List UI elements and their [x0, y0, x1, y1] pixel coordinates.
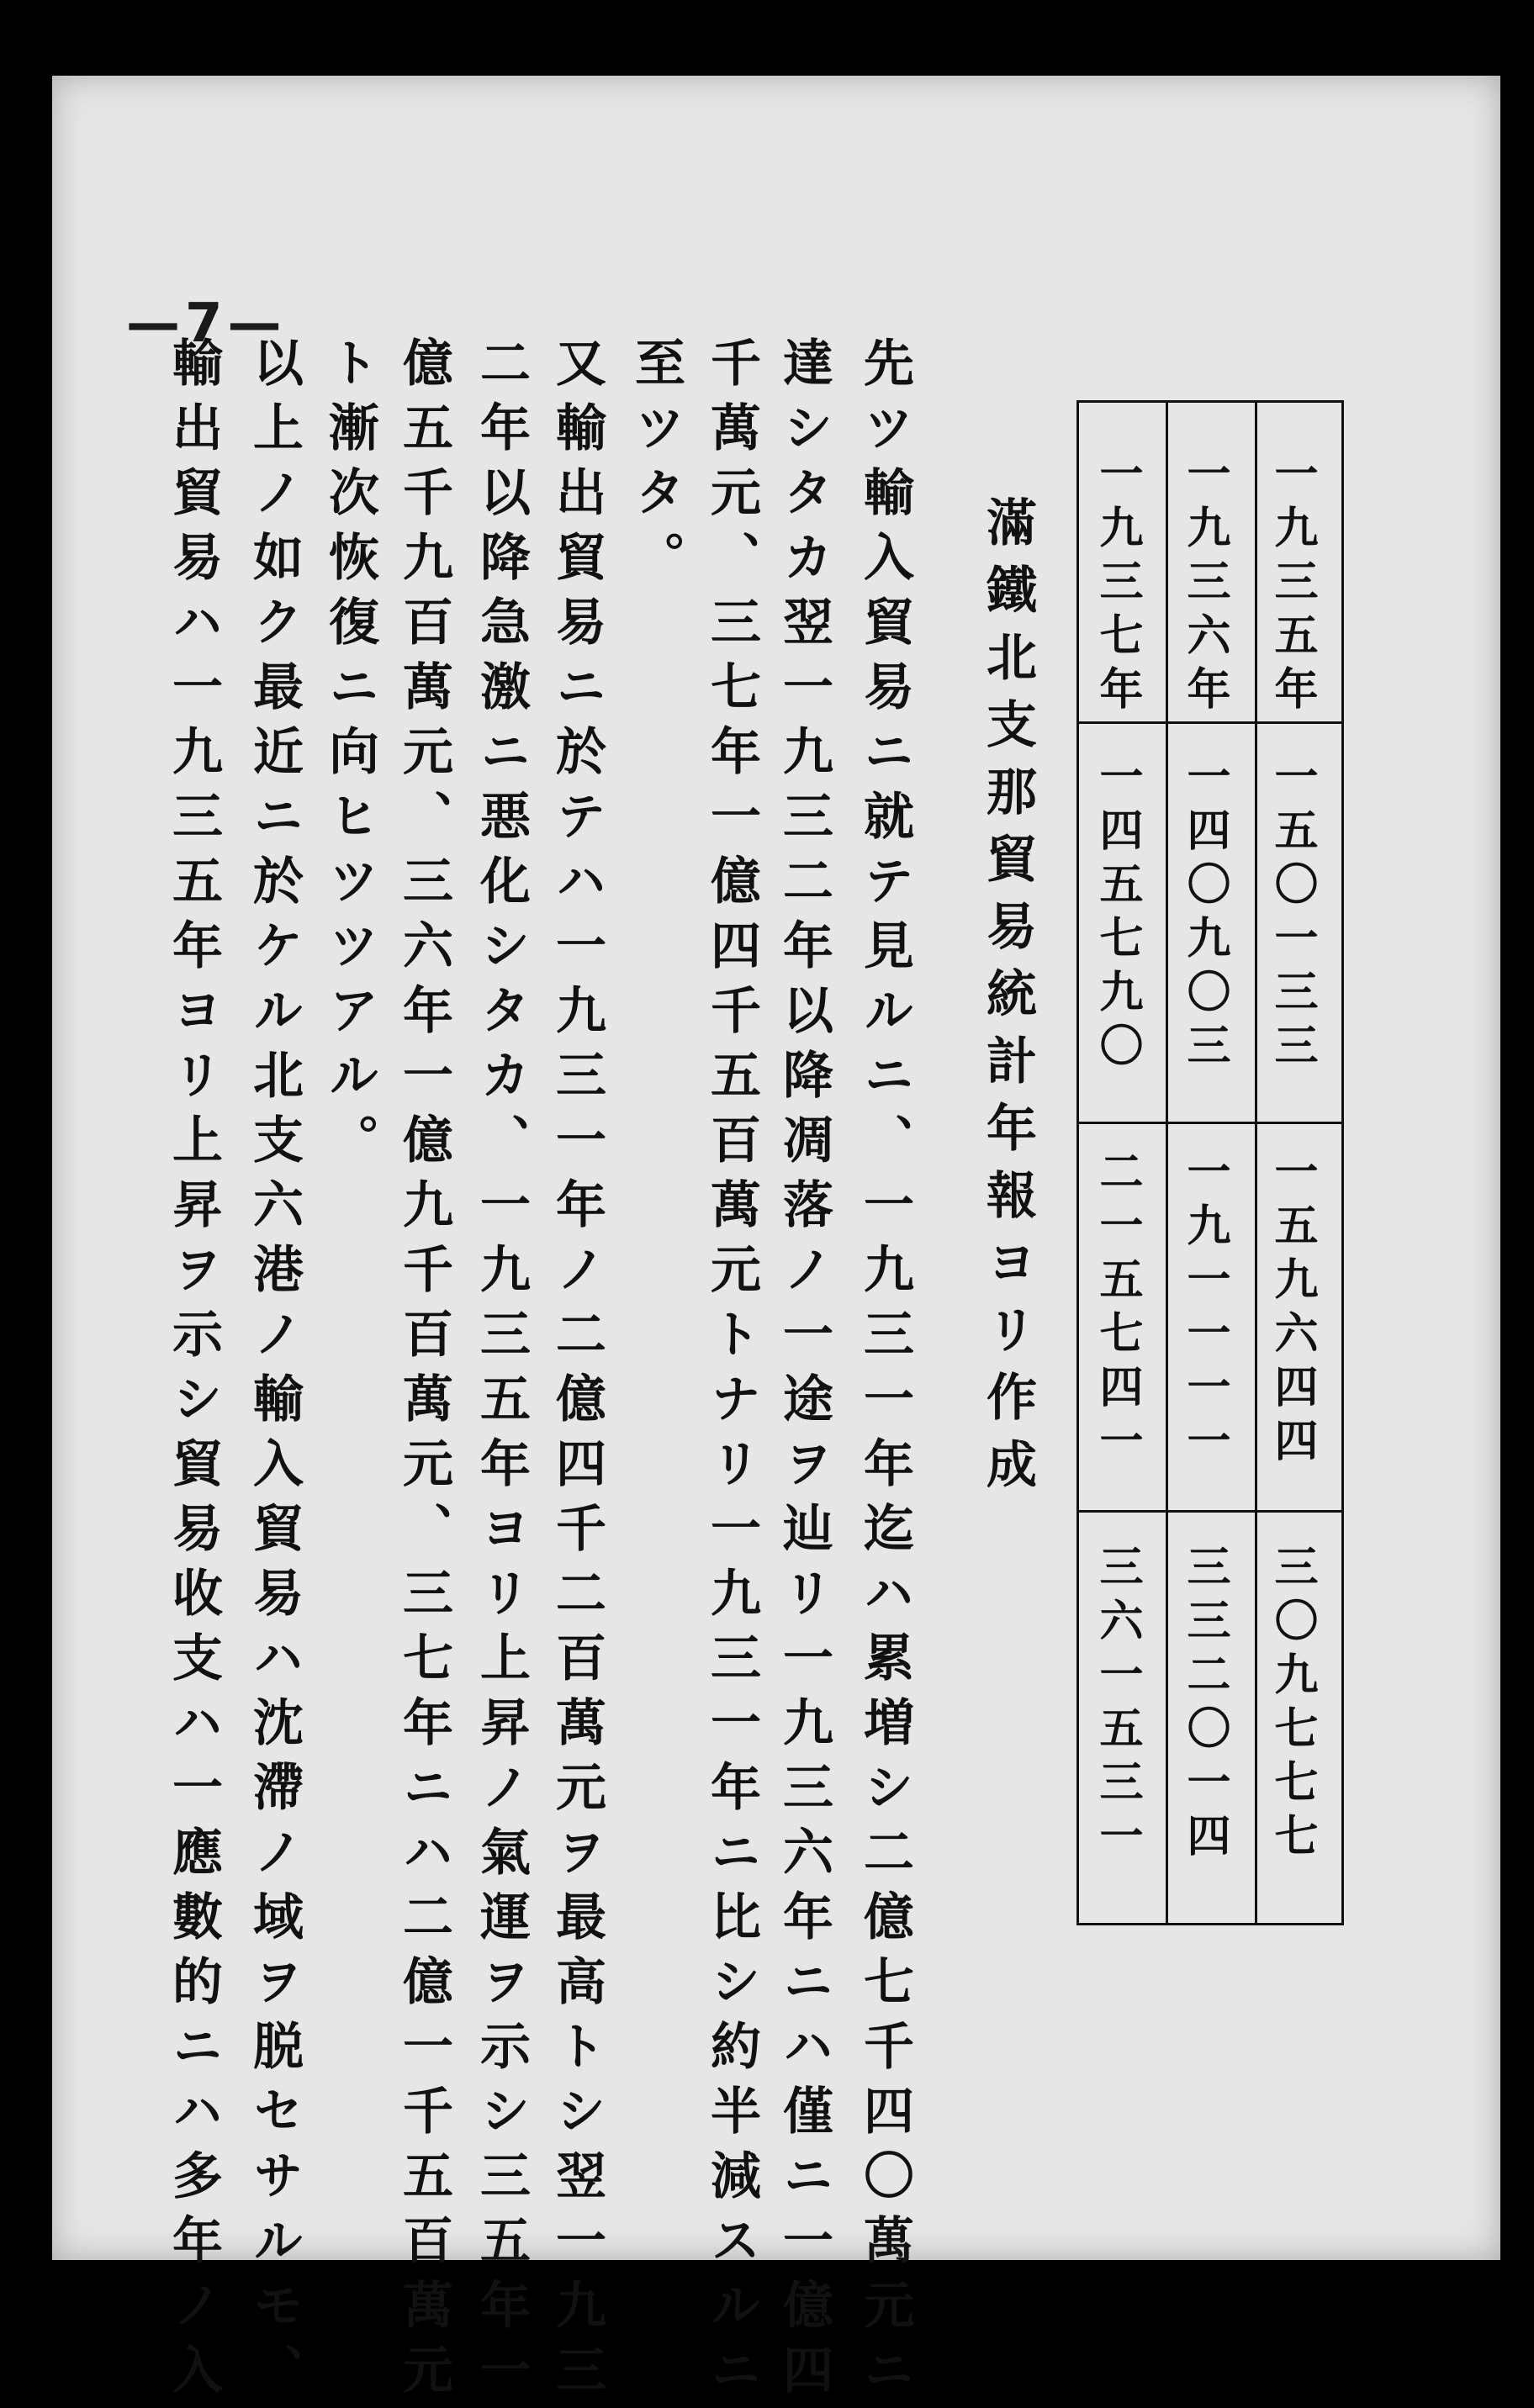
text-column: 以上ノ如ク最近ニ於ケル北支六港ノ輸入貿易ハ沈滯ノ域ヲ脱セサルモ、 [245, 336, 304, 2408]
table-cell-value: 三六一五三一 [1092, 1544, 1143, 1867]
table-source-note: 滿鐵北支那貿易統計年報ヨリ作成 [978, 496, 1037, 1505]
table-cell-year: 一九三五年 [1267, 451, 1318, 720]
text-column: 至ツタ。 [627, 336, 685, 595]
table-column-line [1255, 400, 1257, 1925]
table-divider [1076, 1122, 1344, 1124]
trade-statistics-table [1076, 400, 1344, 1925]
table-column-line [1166, 400, 1168, 1925]
table-divider [1076, 1510, 1344, 1513]
text-column: 先ツ輸入貿易ニ就テ見ルニ、一九三一年迄ハ累増シ二億七千四〇萬元ニ [855, 336, 914, 2408]
table-divider [1076, 721, 1344, 724]
table-cell-value: 二一五七四一 [1092, 1149, 1143, 1471]
table-cell-year: 一九三七年 [1092, 451, 1143, 720]
table-cell-value: 一九一一一一 [1179, 1149, 1230, 1471]
table-cell-value: 三三二〇一四 [1179, 1544, 1230, 1867]
text-column: ト漸次恢復ニ向ヒツツアル。 [320, 336, 379, 1178]
table-border-top [1076, 400, 1344, 403]
table-border-left [1076, 400, 1079, 1925]
table-cell-value: 一四〇九〇三 [1179, 753, 1230, 1076]
table-cell-value: 一五〇一三三 [1267, 753, 1318, 1076]
text-column: 二年以降急激ニ悪化シタカ、一九三五年ヨリ上昇ノ氣運ヲ示シ三五年一 [472, 336, 531, 2408]
text-column: 又輸出貿易ニ於テハ一九三一年ノ二億四千二百萬元ヲ最高トシ翌一九三 [547, 336, 606, 2408]
text-column: 達シタカ翌一九三二年以降凋落ノ一途ヲ辿リ一九三六年ニハ僅ニ一億四 [775, 336, 833, 2408]
table-cell-value: 一四五七九〇 [1092, 753, 1143, 1076]
page-number: —7— [126, 293, 287, 355]
table-border-bottom [1076, 1923, 1344, 1925]
text-column: 千萬元、三七年一億四千五百萬元トナリ一九三一年ニ比シ約半減スルニ [702, 336, 761, 2408]
table-cell-year: 一九三六年 [1179, 451, 1230, 720]
text-column: 輸出貿易ハ一九三五年ヨリ上昇ヲ示シ貿易收支ハ一應數的ニハ多年ノ入 [164, 336, 223, 2408]
table-border-right [1341, 400, 1344, 1925]
table-cell-value: 三〇九七七七 [1267, 1544, 1318, 1867]
table-cell-value: 一五九六四四 [1267, 1149, 1318, 1471]
text-column: 億五千九百萬元、三六年一億九千百萬元、三七年ニハ二億一千五百萬元 [394, 336, 453, 2408]
